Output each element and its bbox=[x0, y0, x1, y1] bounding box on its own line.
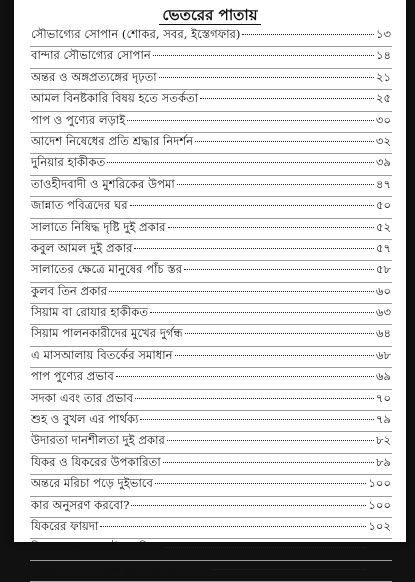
dot-leader bbox=[135, 398, 374, 399]
toc-entry-page-number: ৫৮ bbox=[375, 262, 391, 277]
toc-entry bbox=[30, 283, 392, 304]
toc-entry-page-number: ২১ bbox=[375, 69, 391, 84]
toc-entry-page-number: ৬৮ bbox=[375, 347, 391, 362]
toc-entry-page-number: ৭৯ bbox=[375, 412, 391, 427]
toc-entry-page-number: ৩২ bbox=[375, 133, 391, 148]
dot-leader bbox=[211, 569, 366, 570]
toc-entry bbox=[30, 325, 392, 346]
toc-entry bbox=[30, 154, 392, 175]
toc-entry-page-number: ৫০ bbox=[375, 198, 391, 213]
toc-entry-page-number: ৫২ bbox=[375, 219, 391, 234]
dot-leader bbox=[184, 269, 374, 270]
toc-entry bbox=[30, 69, 392, 90]
toc-entry-title: সৌভাগ্যের সোপান (শোকর, সবর, ইস্তেগফার) bbox=[31, 27, 241, 41]
toc-entry-title: কবুল আমল দুই প্রকার bbox=[31, 240, 133, 255]
toc-entry bbox=[30, 304, 392, 325]
toc-entry-page-number: ৮২ bbox=[375, 433, 391, 448]
toc-entry-page-number: ১০২ bbox=[368, 518, 391, 533]
toc-entry bbox=[30, 454, 392, 475]
toc-entry-title: যিকরের ফায়দা bbox=[31, 518, 99, 533]
toc-entry-title: পাপ ও পুণ্যের লড়াই bbox=[31, 112, 126, 127]
toc-entry-title: কার অনুসরণ করবো? bbox=[31, 497, 130, 512]
toc-entry-title: যিকর ও যিকরের উপকারিতা bbox=[31, 454, 161, 469]
toc-entry bbox=[30, 561, 392, 582]
toc-entry-page-number: ১৩ bbox=[375, 27, 391, 41]
dot-leader bbox=[127, 120, 374, 121]
table-of-contents bbox=[30, 26, 392, 582]
toc-entry-title: অন্তর ও অঙ্গপ্রত্যঙ্গের দৃঢ়তা bbox=[31, 69, 157, 84]
dot-leader bbox=[155, 483, 366, 484]
toc-entry bbox=[30, 47, 392, 68]
toc-entry bbox=[30, 518, 392, 539]
toc-entry-page-number: ২৫ bbox=[375, 91, 391, 106]
toc-entry-title: শুহ ও বুখল এর পার্থক্য bbox=[31, 412, 139, 427]
dot-leader bbox=[107, 162, 374, 163]
dot-leader bbox=[140, 419, 373, 420]
toc-entry bbox=[30, 432, 392, 453]
dot-leader bbox=[159, 77, 374, 78]
dot-leader bbox=[109, 291, 374, 292]
dot-leader bbox=[175, 355, 374, 356]
toc-entry-page-number: ৬০ bbox=[375, 283, 391, 298]
toc-entry-title: জান্নাত পবিত্রদের ঘর bbox=[31, 198, 128, 213]
toc-entry-title: উদারতা দানশীলতা দুই প্রকার bbox=[31, 433, 165, 448]
toc-entry-page-number: ৪৭ bbox=[375, 176, 391, 191]
toc-entry-title: যিক্‌রের সুফল ও উপকারিতা bbox=[31, 540, 162, 555]
toc-entry bbox=[30, 539, 392, 560]
dot-leader bbox=[130, 205, 374, 206]
toc-entry-title: বান্দার সৌভাগ্যের সোপান bbox=[31, 48, 151, 63]
toc-entry bbox=[30, 219, 392, 240]
toc-entry bbox=[30, 390, 392, 411]
toc-entry-page-number: ৩০ bbox=[375, 112, 391, 127]
dot-leader bbox=[167, 440, 374, 441]
dot-leader bbox=[195, 141, 374, 142]
toc-entry bbox=[30, 90, 392, 111]
toc-entry bbox=[30, 240, 392, 261]
toc-entry-title: দুনিয়ার হাকীকত bbox=[31, 155, 106, 170]
toc-entry-title: কুলব তিন প্রকার bbox=[31, 283, 108, 298]
dot-leader bbox=[200, 98, 374, 99]
toc-entry-title: অন্তরে মরিচা পড়ে দুইভাবে bbox=[31, 476, 153, 491]
dot-leader bbox=[134, 248, 373, 249]
toc-entry bbox=[30, 411, 392, 432]
toc-entry bbox=[30, 475, 392, 496]
toc-entry-page-number: ১০০ bbox=[368, 476, 391, 491]
toc-entry-page-number: ৬৪ bbox=[375, 326, 391, 341]
toc-entry-page-number: ৮৯ bbox=[375, 454, 391, 469]
toc-entry bbox=[30, 368, 392, 389]
toc-entry-title: আদেশ নিষেধের প্রতি শ্রদ্ধার নিদর্শন bbox=[31, 133, 194, 148]
toc-entry-title: সালাতের ক্ষেত্রে মানুষের পাঁচ স্তর bbox=[31, 262, 183, 277]
toc-entry bbox=[30, 261, 392, 282]
toc-entry-title: আল্লাহ তা'আলাকে ভুলে যাওয়ার ক্ষতি bbox=[31, 561, 209, 576]
dot-leader bbox=[116, 376, 374, 377]
dot-leader bbox=[163, 462, 374, 463]
toc-entry-page-number: ১৪ bbox=[375, 48, 391, 63]
toc-entry-page-number: ৬৩ bbox=[375, 305, 391, 320]
toc-entry-page-number: ১০০ bbox=[368, 497, 391, 512]
dot-leader bbox=[100, 526, 366, 527]
toc-entry-page-number: ১০৯ bbox=[368, 540, 391, 555]
dot-leader bbox=[177, 184, 374, 185]
toc-entry bbox=[30, 133, 392, 154]
dot-leader bbox=[185, 333, 374, 334]
toc-entry-title: সদকা এবং তার প্রভাব bbox=[31, 390, 134, 405]
toc-entry-title: আমল বিনষ্টকারি বিষয় হতে সতর্কতা bbox=[31, 91, 199, 106]
toc-entry bbox=[30, 197, 392, 218]
toc-entry-page-number: ৫৭ bbox=[375, 240, 391, 255]
toc-entry bbox=[30, 497, 392, 518]
toc-entry-title: তাওহীদবাদী ও মুশরিকের উপমা bbox=[31, 176, 175, 191]
dot-leader bbox=[242, 34, 373, 35]
toc-entry-page-number: ৬৯ bbox=[375, 369, 391, 384]
toc-entry-page-number: ৭০ bbox=[375, 390, 391, 405]
toc-entry bbox=[30, 26, 392, 47]
toc-entry-title: সিয়াম বা রোযার হাকীকত bbox=[31, 305, 149, 320]
dot-leader bbox=[131, 505, 366, 506]
dot-leader bbox=[168, 227, 374, 228]
toc-entry-title: সিয়াম পালনকারীদের মুখের দুর্গন্ধ bbox=[31, 326, 183, 341]
toc-entry-title: এ মাসআলায় বিতর্কের সমাধান bbox=[31, 347, 173, 362]
dot-leader bbox=[163, 547, 366, 548]
toc-entry-title: পাপ পুণ্যের প্রভাব bbox=[31, 369, 114, 384]
toc-entry bbox=[30, 112, 392, 133]
dot-leader bbox=[153, 55, 374, 56]
page-title: ভেতরের পাতায় bbox=[14, 0, 406, 24]
toc-entry bbox=[30, 347, 392, 368]
dot-leader bbox=[150, 312, 374, 313]
toc-entry-title: সালাতে নিষিদ্ধ দৃষ্টি দুই প্রকার bbox=[31, 219, 166, 234]
toc-entry-page-number: ১১৩ bbox=[368, 561, 391, 576]
toc-entry-page-number: ৩৯ bbox=[375, 155, 391, 170]
toc-entry bbox=[30, 176, 392, 197]
book-page bbox=[14, 0, 406, 576]
